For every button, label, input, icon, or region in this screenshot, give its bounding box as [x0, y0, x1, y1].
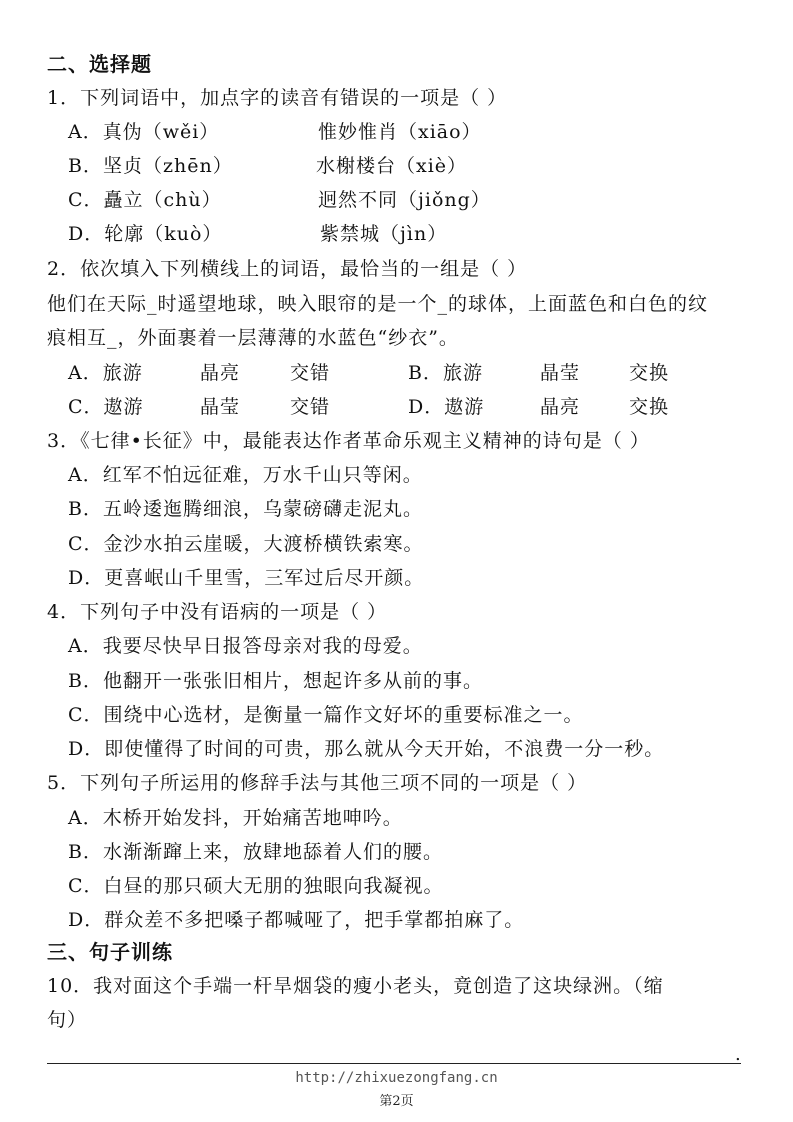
footer-url: http://zhixuezongfang.cn: [295, 1070, 498, 1086]
q3-option-c: C．金沙水拍云崖暖，大渡桥横铁索寒。: [68, 533, 424, 555]
question-2-stem: 2．依次填入下列横线上的词语，最恰当的一组是（ ）: [47, 258, 528, 280]
question-3-stem: 3．《七律•长征》中，最能表达作者革命乐观主义精神的诗句是（ ）: [47, 430, 650, 452]
q2-option-d-word-3: 交换: [629, 396, 670, 418]
q4-option-b: B．他翻开一张张旧相片，想起许多从前的事。: [68, 670, 483, 692]
q1-option-a: [68, 120, 482, 144]
question-5-stem: 5．下列句子所运用的修辞手法与其他三项不同的一项是（ ）: [47, 772, 588, 794]
q2-option-a-word-3: 交错: [290, 362, 331, 384]
q2-option-a-word-2: 晶亮: [200, 362, 241, 384]
q1-option-b: [68, 154, 468, 178]
q1-option-d-right: 紫禁城（jìn）: [320, 223, 448, 245]
q2-option-a-word-1: A．旅游: [68, 362, 143, 384]
q2-option-d-word-2: 晶亮: [540, 396, 581, 418]
answer-line: [47, 1063, 741, 1064]
q1-option-c: [68, 188, 491, 212]
question-10-line-1: 10．我对面这个手端一杆旱烟袋的瘦小老头，竟创造了这块绿洲。（缩: [47, 975, 664, 997]
question-4-stem: 4．下列句子中没有语病的一项是（ ）: [47, 601, 388, 623]
section-3-title: 三、句子训练: [47, 940, 173, 964]
q2-option-b-word-1: B．旅游: [408, 362, 483, 384]
q4-option-c: C．围绕中心选材，是衡量一篇作文好坏的重要标准之一。: [68, 704, 584, 726]
q2-passage-line-2: 痕相互_，外面裹着一层薄薄的水蓝色“纱衣”。: [47, 327, 459, 349]
question-1-stem: 1．下列词语中，加点字的读音有错误的一项是（ ）: [47, 87, 508, 109]
q2-passage-line-1: 他们在天际_时遥望地球，映入眼帘的是一个_的球体，上面蓝色和白色的纹: [47, 293, 709, 315]
q1-option-c-left: C．矗立（chù）: [68, 189, 222, 211]
q5-option-a: A．木桥开始发抖，开始痛苦地呻吟。: [68, 807, 403, 829]
q3-option-b: B．五岭逶迤腾细浪，乌蒙磅礴走泥丸。: [68, 498, 423, 520]
q1-option-d-left: D．轮廓（kuò）: [68, 223, 223, 245]
question-10-line-2: 句）: [47, 1009, 88, 1031]
q1-option-b-right: 水榭楼台（xiè）: [316, 155, 468, 177]
q1-option-c-right: 迥然不同（jiǒng）: [318, 189, 491, 211]
q1-option-a-right: 惟妙惟肖（xiāo）: [318, 121, 482, 143]
q2-option-b-word-3: 交换: [629, 362, 670, 384]
q5-option-b: B．水渐渐蹿上来，放肆地舔着人们的腰。: [68, 841, 443, 863]
q1-option-d: [68, 222, 448, 246]
footer-page-number: 第2页: [379, 1094, 414, 1109]
q1-option-a-left: A．真伪（wěi）: [68, 121, 220, 143]
q2-option-d-word-1: D．遨游: [408, 396, 485, 418]
answer-line-end-dot: .: [735, 1044, 741, 1065]
q2-option-c-word-3: 交错: [290, 396, 331, 418]
q2-option-c-word-1: C．遨游: [68, 396, 144, 418]
q2-option-c-word-2: 晶莹: [200, 396, 241, 418]
q3-option-d: D．更喜岷山千里雪，三军过后尽开颜。: [68, 567, 425, 589]
q1-option-b-left: B．坚贞（zhēn）: [68, 155, 233, 177]
q4-option-a: A．我要尽快早日报答母亲对我的母爱。: [68, 635, 423, 657]
q4-option-d: D．即使懂得了时间的可贵，那么就从今天开始，不浪费一分一秒。: [68, 738, 665, 760]
q5-option-c: C．白昼的那只硕大无朋的独眼向我凝视。: [68, 875, 444, 897]
q2-option-b-word-2: 晶莹: [540, 362, 581, 384]
q3-option-a: A．红军不怕远征难，万水千山只等闲。: [68, 464, 423, 486]
q5-option-d: D．群众差不多把嗓子都喊哑了，把手掌都拍麻了。: [68, 909, 525, 931]
section-2-title: 二、选择题: [47, 52, 152, 76]
